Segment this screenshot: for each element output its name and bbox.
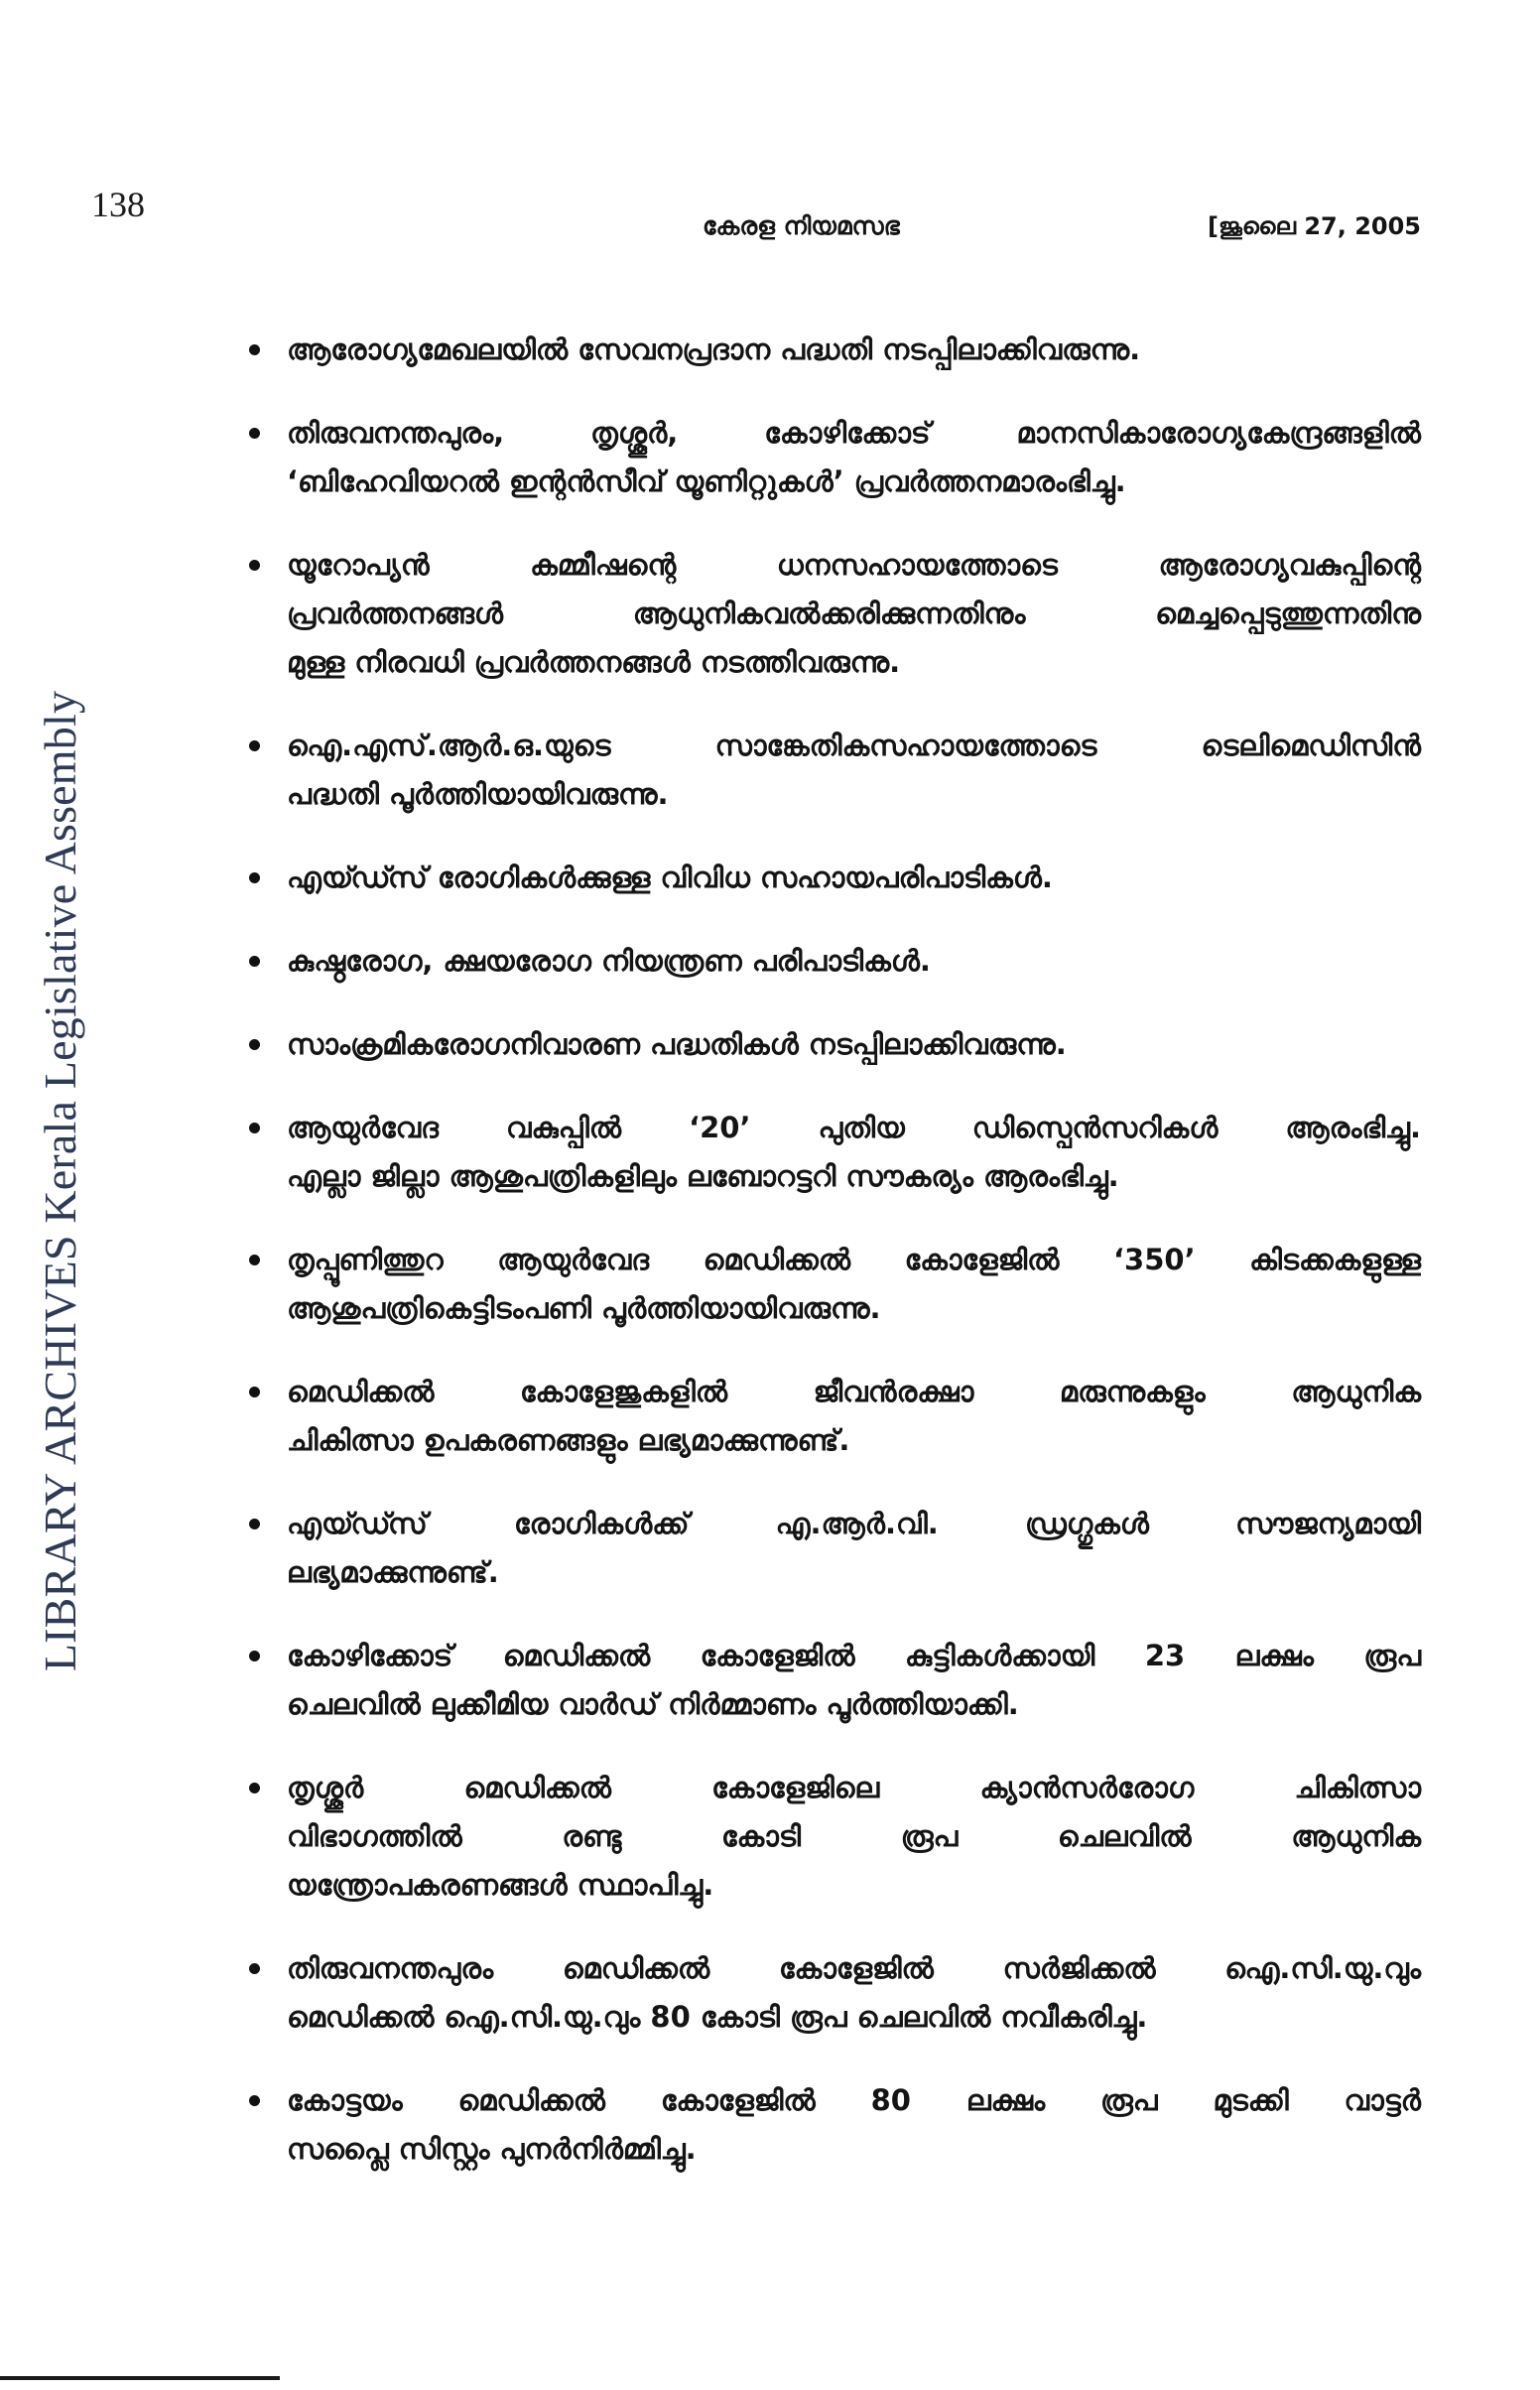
list-item: [246, 937, 1421, 986]
list-item-line: ചികിത്സാ ഉപകരണങ്ങളും ലഭ്യമാക്കുന്നുണ്ട്.: [287, 1423, 850, 1457]
list-item: [246, 2076, 1421, 2174]
list-item-line: സപ്ലൈ സിസ്റ്റം പുനർനിർമ്മിച്ചു.: [287, 2132, 697, 2166]
list-item-line: മെഡിക്കൽ കോളേജുകളിൽ ജീവൻരക്ഷാ മരുന്നുകളും ആധുനിക: [287, 1375, 1421, 1408]
list-item: [246, 1764, 1421, 1910]
list-item-line: തിരുവനന്തപുരം, തൃശ്ശൂർ, കോഴിക്കോട് മാനസികാരോഗ്യകേന്ദ്രങ്ങളിൽ: [287, 416, 1421, 450]
scan-edge-line: [0, 2376, 280, 2380]
bullet-list: [246, 326, 1421, 2174]
list-item-line: ആശുപത്രികെട്ടിടംപണി പൂർത്തിയായിവരുന്നു.: [287, 1291, 881, 1325]
page-header-title: കേരള നിയമസഭ: [703, 211, 900, 240]
list-item-line: ഐ.എസ്.ആർ.ഒ.യുടെ സാങ്കേതികസഹായത്തോടെ ടെലിമെഡിസിൻ: [287, 729, 1421, 762]
bullet-icon: [249, 1519, 260, 1529]
list-item: [246, 541, 1421, 687]
list-item-line: ചെലവിൽ ലുക്കീമിയ വാർഡ് നിർമ്മാണം പൂർത്തിയാക്കി.: [287, 1687, 1019, 1721]
bullet-icon: [249, 1387, 260, 1397]
bullet-icon: [249, 2095, 260, 2106]
list-item-line: വിഭാഗത്തിൽ രണ്ടു കോടി രൂപ ചെലവിൽ ആധുനിക: [287, 1819, 1421, 1853]
list-item: [246, 722, 1421, 819]
list-item: [246, 1236, 1421, 1333]
bullet-icon: [249, 740, 260, 751]
list-item-line: ആയുർവേദ വകുപ്പിൽ ‘20’ പുതിയ ഡിസ്പെൻസറികൾ ആരംഭിച്ചു.: [287, 1111, 1421, 1144]
bullet-icon: [249, 1039, 260, 1050]
list-item-line: കുഷ്ഠരോഗ, ക്ഷയരോഗ നിയന്ത്രണ പരിപാടികൾ.: [287, 944, 931, 978]
bullet-icon: [249, 1651, 260, 1661]
list-item: [246, 1020, 1421, 1069]
list-item-line: യൂറോപ്യൻ കമ്മീഷന്റെ ധനസഹായത്തോടെ ആരോഗ്യവകുപ്പിന്റെ: [287, 548, 1421, 582]
bullet-icon: [249, 560, 260, 571]
list-item-line: കോട്ടയം മെഡിക്കൽ കോളേജിൽ 80 ലക്ഷം രൂപ മുടക്കി വാട്ടർ: [287, 2083, 1421, 2117]
list-item-line: എയ്ഡ്സ് രോഗികൾക്കുള്ള വിവിധ സഹായപരിപാടികൾ.: [287, 861, 1053, 894]
list-item-line: ആരോഗ്യമേഖലയിൽ സേവനപ്രദാന പദ്ധതി നടപ്പിലാക്കിവരുന്നു.: [287, 332, 1141, 366]
list-item: [246, 1632, 1421, 1729]
list-item: [246, 1500, 1421, 1597]
page-header-date: [ജൂലൈ 27, 2005: [1208, 212, 1421, 240]
list-item-line: തൃശ്ശൂർ മെഡിക്കൽ കോളേജിലെ ക്യാൻസർരോഗ ചികിത്സാ: [287, 1771, 1421, 1804]
list-item-line: തിരുവനന്തപുരം മെഡിക്കൽ കോളേജിൽ സർജിക്കൽ ഐ.സി.യു.വും: [287, 1951, 1421, 1985]
bullet-icon: [249, 1783, 260, 1793]
bullet-icon: [249, 872, 260, 883]
list-item-line: യന്ത്രോപകരണങ്ങൾ സ്ഥാപിച്ചു.: [287, 1868, 714, 1902]
list-item-line: മെഡിക്കൽ ഐ.സി.യു.വും 80 കോടി രൂപ ചെലവിൽ നവീകരിച്ചു.: [287, 2000, 1148, 2034]
bullet-icon: [249, 1123, 260, 1133]
list-item-line: പ്രവർത്തനങ്ങൾ ആധുനികവൽക്കരിക്കുന്നതിനും മെച്ചപ്പെടുത്തുന്നതിനു: [287, 597, 1421, 630]
list-item-line: ലഭ്യമാക്കുന്നുണ്ട്.: [287, 1555, 499, 1589]
list-item-line: കോഴിക്കോട് മെഡിക്കൽ കോളേജിൽ കുട്ടികൾക്കായി 23 ലക്ഷം രൂപ: [287, 1639, 1421, 1672]
page-number: 138: [91, 185, 145, 224]
list-item: [246, 1368, 1421, 1465]
bullet-icon: [249, 344, 260, 355]
list-item-line: എല്ലാ ജില്ലാ ആശുപത്രികളിലും ലബോറട്ടറി സൗകര്യം ആരംഭിച്ചു.: [287, 1159, 1119, 1193]
list-item-line: ‘ബിഹേവിയറൽ ഇന്റൻസീവ് യൂണിറ്റുകൾ’ പ്രവർത്തനമാരംഭിച്ചു.: [287, 465, 1126, 498]
list-item-line: സാംക്രമികരോഗനിവാരണ പദ്ധതികൾ നടപ്പിലാക്കിവരുന്നു.: [287, 1027, 1067, 1061]
list-item: [246, 1104, 1421, 1201]
list-item-line: എയ്ഡ്സ് രോഗികൾക്ക് എ.ആർ.വി. ഡ്രഗ്ഗുകൾ സൗജന്യമായി: [287, 1507, 1421, 1540]
bullet-icon: [249, 956, 260, 967]
list-item-line: മുള്ള നിരവധി പ്രവർത്തനങ്ങൾ നടത്തിവരുന്നു.: [287, 645, 901, 679]
list-item: [246, 409, 1421, 506]
list-item-line: തൃപ്പൂണിത്തുറ ആയുർവേദ മെഡിക്കൽ കോളേജിൽ ‘350’ കിടക്കകളുള്ള: [287, 1243, 1421, 1276]
bullet-icon: [249, 1255, 260, 1265]
list-item: [246, 326, 1421, 374]
bullet-icon: [249, 428, 260, 439]
archive-watermark: LIBRARY ARCHIVES Kerala Legislative Assembly: [35, 690, 85, 1672]
bullet-icon: [249, 1963, 260, 1974]
list-item: [246, 1944, 1421, 2042]
list-item: [246, 854, 1421, 902]
list-item-line: പദ്ധതി പൂർത്തിയായിവരുന്നു.: [287, 777, 669, 811]
